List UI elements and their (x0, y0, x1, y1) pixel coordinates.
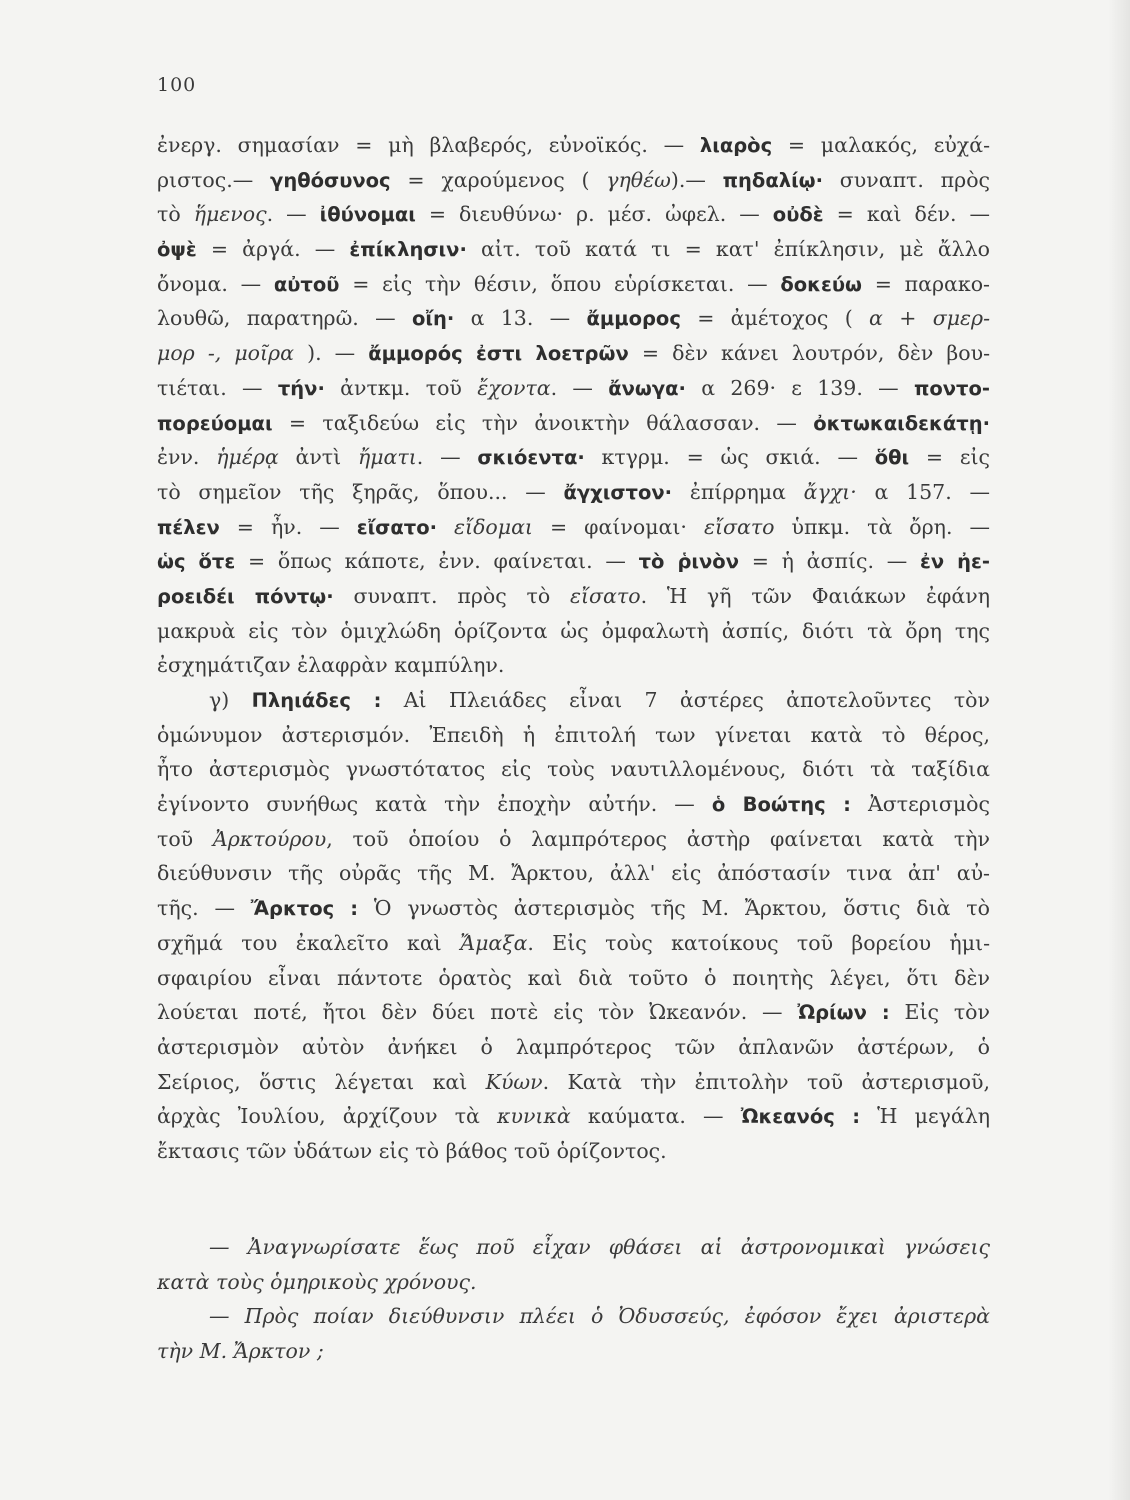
notes-line (157, 787, 990, 822)
headword: Πληιάδες : (251, 689, 382, 712)
text-run: ὑπκμ. τὰ ὄρη. — (774, 514, 990, 539)
commentary-line (157, 336, 990, 371)
text-run: ἔκτασις τῶν ὑδάτων εἰς τὸ βάθος τοῦ ὁρίζοντος. (157, 1138, 667, 1163)
text-run: ἐγίνοντο συνήθως κατὰ τὴν ἐποχὴν αὐτήν. — (157, 792, 712, 817)
headword: οἴη· (411, 307, 455, 331)
italic-term: ἡμέρᾳ (216, 445, 279, 470)
text-run: = φαίνομαι· (532, 514, 704, 539)
text-run: = ἀμέτοχος ( (680, 306, 870, 331)
commentary-line (157, 544, 990, 579)
text-run: . — (550, 375, 609, 400)
text-run: γ) (209, 688, 252, 712)
headword: ὀκτωκαιδεκάτῃ· (813, 411, 990, 435)
italic-term: μορ -, μοῖρα (157, 341, 294, 366)
text-run: α 157. — (856, 479, 990, 504)
headword: Ὠκεανός : (740, 1105, 861, 1129)
text-run: . Κατὰ τὴν ἐπιτολὴν τοῦ ἀστερισμοῦ, (542, 1069, 990, 1094)
question-line: — Πρὸς ποίαν διεύθυνσιν πλέει ὁ Ὀδυσσεύς, ἐφόσον ἔχει ἀριστερὰ (209, 1304, 990, 1329)
text-run: ὄνομα. — (157, 271, 274, 296)
notes-line (157, 1134, 990, 1169)
text-run: α 13. — (454, 306, 587, 331)
text-run: = καὶ δέν. — (823, 202, 990, 227)
review-questions (157, 1230, 990, 1369)
question-line: κατὰ τοὺς ὁμηρικοὺς χρόνους. (157, 1269, 477, 1294)
text-run: τοῦ (157, 826, 213, 851)
text-run (437, 515, 454, 539)
text-run: = ἦν. — (219, 514, 357, 539)
italic-term: Ἄμαξα (460, 930, 528, 955)
headword: εἴσατο· (356, 515, 438, 539)
commentary-line (157, 579, 990, 614)
text-run: = χαρούμενος ( (390, 167, 590, 192)
text-run: = εἰς (909, 445, 990, 470)
text-run: λουθῶ, παρατηρῶ. — (157, 306, 412, 331)
commentary-line (157, 648, 990, 683)
headword: Ἄρκτος : (250, 897, 359, 921)
headword: ποντο- (913, 376, 990, 400)
headword: ὁ Βοώτης : (711, 793, 851, 817)
text-run: λούεται ποτέ, ἤτοι δὲν δύει ποτὲ εἰς τὸν Ὠκεανόν. — (157, 1000, 798, 1025)
text-run: τῆς. — (157, 896, 251, 921)
italic-term: ἥμενος (193, 202, 267, 227)
italic-term: ἔχοντα (477, 375, 551, 400)
italic-term: εἴσατο (570, 583, 641, 608)
text-run: Αἱ Πλειάδες εἶναι 7 ἀστέρες ἀποτελοῦντες τὸν (381, 688, 990, 712)
text-run: συναπτ. πρὸς τὸ (333, 583, 571, 608)
text-run: ἦτο ἀστερισμὸς γνωστότατος εἰς τοὺς ναυτιλλομένους, διότι τὰ ταξίδια (157, 757, 990, 782)
text-run: = ὅπως κάποτε, ἐνν. φαίνεται. — (235, 549, 639, 574)
text-run: = εἰς τὴν θέσιν, ὅπου εὑρίσκεται. — (339, 271, 781, 296)
notes-line (157, 752, 990, 787)
text-run: ὁμώνυμον ἀστερισμόν. Ἐπειδὴ ἡ ἐπιτολή των γίνεται κατὰ τὸ θέρος, (157, 722, 990, 747)
notes-line (157, 718, 990, 753)
headword: ἄμμορός ἐστι λοετρῶν (368, 342, 629, 366)
commentary-line (157, 371, 990, 406)
italic-term: γηθέω (589, 167, 671, 192)
notes-line (157, 961, 990, 996)
italic-term: Ἀρκτούρου (212, 826, 327, 851)
text-run: = ταξιδεύω εἰς τὴν ἀνοικτὴν θάλασσαν. — (272, 410, 814, 435)
commentary-line (157, 267, 990, 302)
headword: οὐδὲ (772, 203, 824, 227)
question-line: — Ἀναγνωρίσατε ἕως ποῦ εἶχαν φθάσει αἱ ἀστρονομικαὶ γνώσεις (209, 1235, 990, 1259)
commentary-line (157, 197, 990, 232)
commentary-line (157, 614, 990, 649)
text-run: ἀντκμ. τοῦ (324, 375, 478, 400)
headword: πηδαλίῳ· (722, 168, 824, 192)
text-run: σφαιρίου εἶναι πάντοτε ὁρατὸς καὶ διὰ τοῦτο ὁ ποιητὴς λέγει, ὅτι δὲν (157, 965, 990, 990)
text-run: = ἡ ἀσπίς. — (738, 549, 921, 574)
text-run: τὸ σημεῖον τῆς ξηρᾶς, ὅπου... — (157, 479, 564, 504)
text-run: σχῆμά του ἐκαλεῖτο καὶ (157, 930, 461, 955)
text-run: Ἀστερισμὸς (850, 792, 990, 817)
italic-term: α + σμερ- (869, 306, 990, 331)
headword: ὅθι (874, 446, 910, 470)
notes-line (157, 683, 990, 718)
headword: τὸ ῥινὸν (638, 550, 739, 574)
notes-line (157, 995, 990, 1030)
notes-line (157, 1099, 990, 1134)
text-run: , τοῦ ὁποίου ὁ λαμπρότερος ἀστὴρ φαίνεται κατὰ τὴν (326, 826, 990, 851)
headword: ροειδέι πόντῳ· (157, 584, 334, 608)
text-run: κτγρμ. = ὡς σκιά. — (584, 445, 875, 470)
text-run: ἀρχὰς Ἰουλίου, ἀρχίζουν τὰ (157, 1104, 498, 1129)
notes-line (157, 926, 990, 961)
italic-term: Κύων (485, 1069, 543, 1094)
question-line: τὴν Μ. Ἄρκτον ; (157, 1339, 324, 1364)
text-run: = δὲν κάνει λουτρόν, δὲν βου- (628, 341, 990, 366)
text-run: τὸ (157, 202, 194, 227)
notes-line (157, 1030, 990, 1065)
text-run: ριστος.— (157, 167, 271, 192)
text-run: Εἰς τὸν (889, 1000, 990, 1025)
italic-term: εἴδομαι (454, 514, 533, 539)
text-run: ). — (293, 341, 369, 366)
headword: ἐν ἠε- (920, 550, 990, 574)
text-run: . — (266, 202, 320, 227)
headword: δοκεύω (780, 272, 862, 296)
text-run: Σείριος, ὅστις λέγεται καὶ (157, 1069, 486, 1094)
notes-lines (157, 683, 990, 1169)
text-run: . Εἰς τοὺς κατοίκους τοῦ βορείου ἡμι- (527, 930, 990, 955)
commentary-line (157, 440, 990, 475)
text-run: Ἡ μεγάλη (860, 1104, 990, 1129)
text-run: διεύθυνσιν τῆς οὐρᾶς τῆς Μ. Ἄρκτου, ἀλλ' εἰς ἀπόστασίν τινα ἀπ' αὐ- (157, 861, 990, 886)
text-run: ἐνεργ. σημασίαν = μὴ βλαβερός, εὐνοϊκός. — (157, 133, 700, 157)
text-run: καύματα. — (570, 1104, 741, 1129)
text-run: συναπτ. πρὸς (823, 167, 990, 192)
headword: ἄνωγα· (608, 376, 686, 400)
text-run: τιέται. — (157, 375, 278, 400)
headword: ἄγχιστον· (563, 480, 673, 504)
text-run: = μαλακός, εὐχά- (772, 133, 990, 157)
italic-term: εἴσατο (703, 514, 775, 539)
text-run: α 269· ε 139. — (685, 375, 914, 400)
commentary-line (157, 232, 990, 267)
commentary-block (157, 128, 990, 1169)
headword: σκιόεντα· (477, 446, 585, 470)
headword: λιαρὸς (699, 134, 773, 157)
italic-term: κυνικὰ (497, 1104, 571, 1129)
headword: ὀψὲ (157, 238, 197, 262)
text-run: . Ἡ γῆ τῶν Φαιάκων ἐφάνη (640, 583, 990, 608)
text-run: = παρακο- (861, 271, 990, 296)
headword: γηθόσυνος (270, 168, 391, 192)
commentary-line (157, 128, 990, 163)
text-run: Ὁ γνωστὸς ἀστερισμὸς τῆς Μ. Ἄρκτου, ὅστις διὰ τὸ (358, 896, 990, 921)
commentary-lines (157, 128, 990, 683)
text-run: ἀστερισμὸν αὐτὸν ἀνήκει ὁ λαμπρότερος τῶν ἀπλανῶν ἀστέρων, ὁ (157, 1034, 990, 1059)
text-run: μακρυὰ εἰς τὸν ὁμιχλώδη ὁρίζοντα ὡς ὀμφαλωτὴ ἀσπίς, διότι τὰ ὄρη της (157, 618, 990, 643)
commentary-line (157, 475, 990, 510)
page-number: 100 (157, 74, 197, 96)
headword: Ὠρίων : (797, 1001, 890, 1025)
headword: αὐτοῦ (273, 272, 340, 296)
notes-line (157, 1065, 990, 1100)
notes-line (157, 856, 990, 891)
notes-line (157, 891, 990, 926)
headword: πέλεν (157, 515, 220, 539)
headword: τήν· (277, 376, 325, 400)
notes-line (157, 822, 990, 857)
commentary-line (157, 163, 990, 198)
commentary-line (157, 510, 990, 545)
headword: πορεύομαι (157, 411, 273, 435)
headword: ὡς ὅτε (157, 550, 236, 574)
commentary-line (157, 406, 990, 441)
text-run: αἰτ. τοῦ κατά τι = κατ' ἐπίκλησιν, μὲ ἄλλο (466, 237, 990, 262)
text-run: ).— (670, 167, 723, 192)
headword: ἐπίκλησιν· (349, 238, 467, 262)
headword: ἄμμορος (586, 307, 681, 331)
italic-term: ἤματι (357, 445, 417, 470)
headword: ἰθύνομαι (319, 203, 416, 227)
italic-term: ἄγχι· (803, 479, 857, 504)
text-run: . — (416, 445, 478, 470)
text-run: ἐνν. (157, 445, 217, 470)
text-run: = διευθύνω· ρ. μέσ. ὠφελ. — (415, 202, 773, 227)
text-run: ἐπίρρημα (672, 479, 804, 504)
text-run: ἀντὶ (278, 445, 358, 470)
text-run: = ἀργά. — (196, 237, 350, 262)
text-run: ἐσχημάτιζαν ἐλαφρὰν καμπύλην. (157, 653, 505, 678)
commentary-line (157, 301, 990, 336)
page-edge (1108, 0, 1130, 1500)
